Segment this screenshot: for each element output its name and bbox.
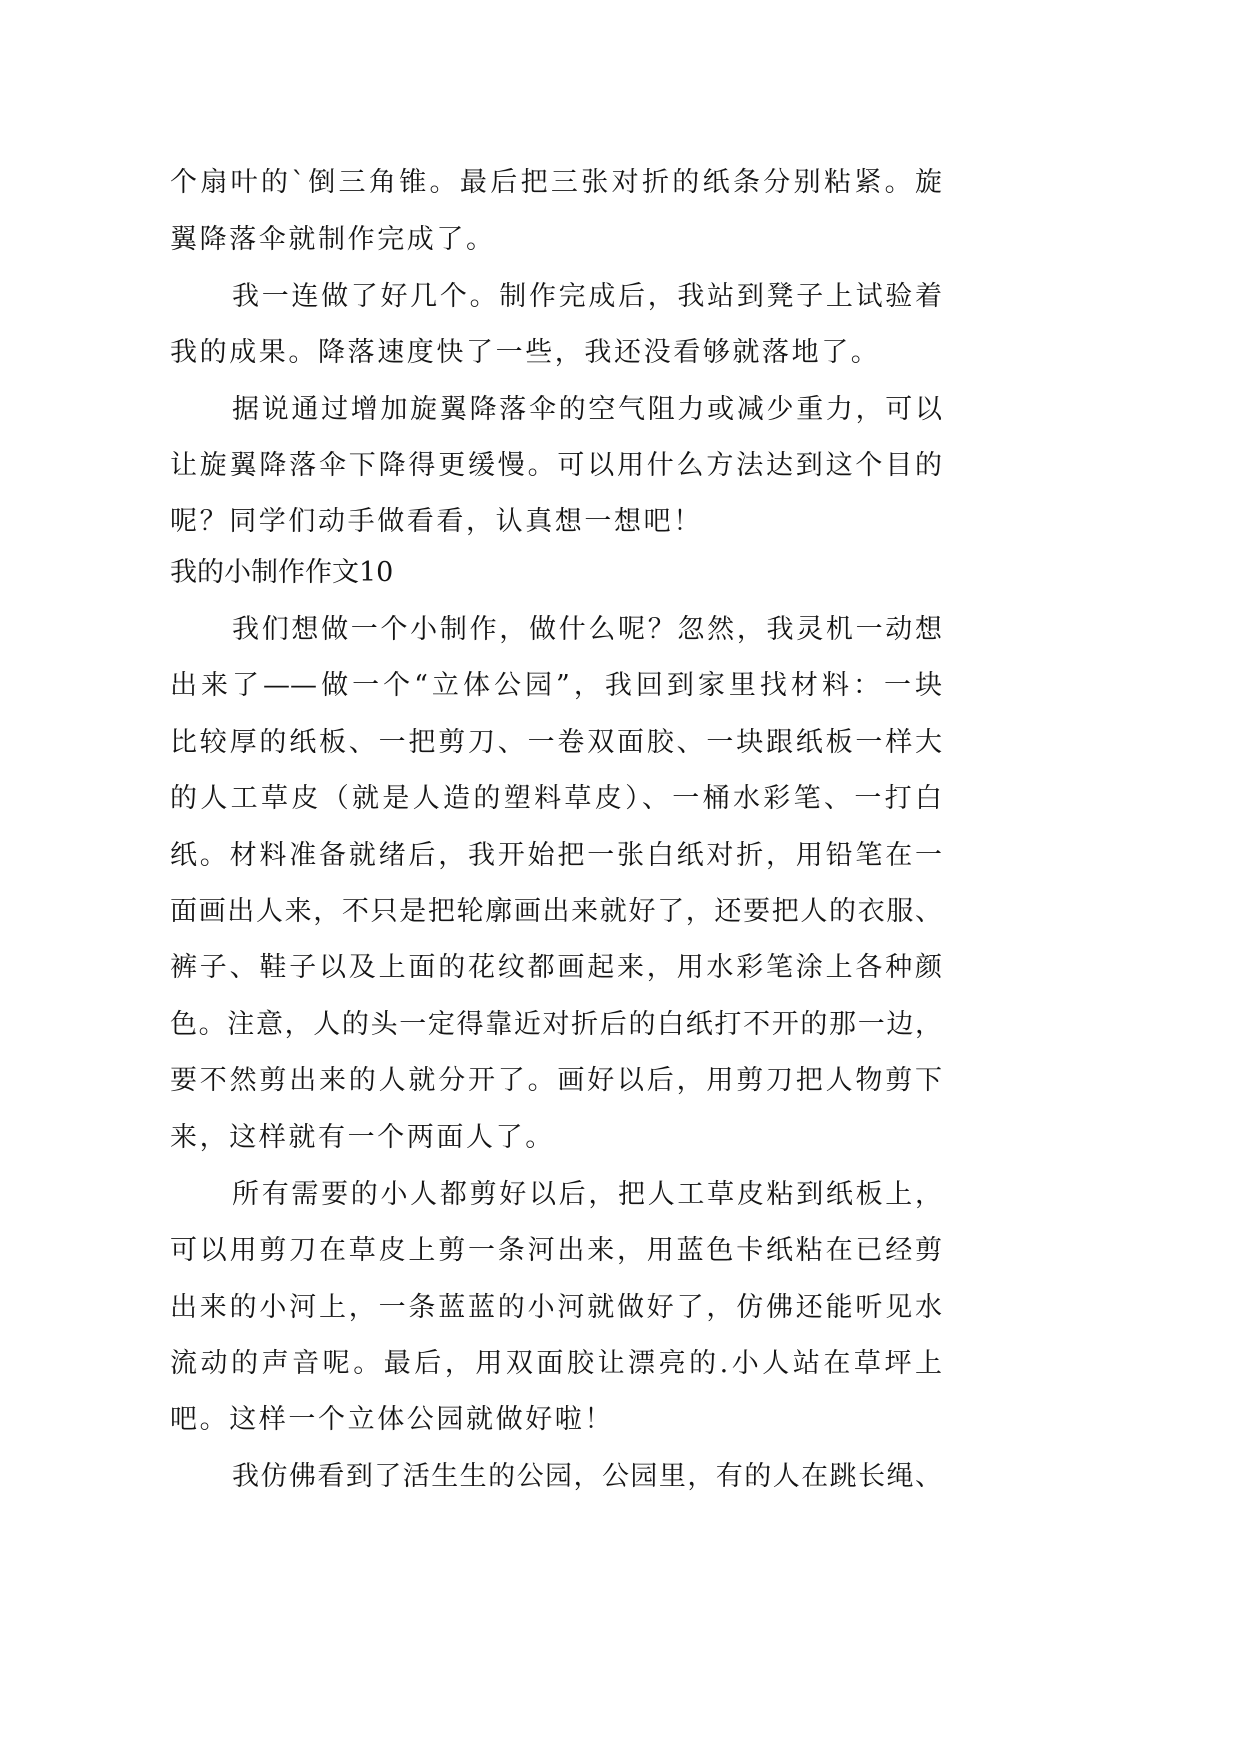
- paragraph-line: 要不然剪出来的人就分开了。画好以后，用剪刀把人物剪下: [170, 1065, 942, 1096]
- paragraph-line: 裤子、鞋子以及上面的花纹都画起来，用水彩笔涂上各种颜: [170, 952, 942, 983]
- paragraph-line: 比较厚的纸板、一把剪刀、一卷双面胶、一块跟纸板一样大: [170, 727, 942, 758]
- paragraph-line: 面画出人来，不只是把轮廓画出来就好了，还要把人的衣服、: [170, 896, 942, 927]
- paragraph-line: 出来的小河上，一条蓝蓝的小河就做好了，仿佛还能听见水: [170, 1292, 942, 1323]
- section-heading: 我的小制作作文10: [170, 557, 394, 588]
- paragraph-line: 的人工草皮（就是人造的塑料草皮）、一桶水彩笔、一打白: [170, 783, 942, 814]
- paragraph-line: 所有需要的小人都剪好以后，把人工草皮粘到纸板上，: [232, 1179, 942, 1210]
- paragraph-line: 色。注意，人的头一定得靠近对折后的白纸打不开的那一边，: [170, 1009, 942, 1040]
- paragraph-line: 据说通过增加旋翼降落伞的空气阻力或减少重力，可以: [232, 394, 942, 425]
- paragraph-line: 纸。材料准备就绪后，我开始把一张白纸对折，用铅笔在一: [170, 840, 942, 871]
- paragraph-line: 吧。这样一个立体公园就做好啦！: [170, 1404, 614, 1435]
- paragraph-line: 我的成果。降落速度快了一些，我还没看够就落地了。: [170, 337, 881, 368]
- paragraph-line: 可以用剪刀在草皮上剪一条河出来，用蓝色卡纸粘在已经剪: [170, 1235, 942, 1266]
- paragraph-line: 我仿佛看到了活生生的公园，公园里，有的人在跳长绳、: [232, 1461, 942, 1492]
- paragraph-line: 流动的声音呢。最后，用双面胶让漂亮的.小人站在草坪上: [170, 1348, 942, 1379]
- paragraph-line: 呢？同学们动手做看看，认真想一想吧！: [170, 506, 703, 537]
- paragraph-line: 翼降落伞就制作完成了。: [170, 224, 496, 255]
- paragraph-line: 让旋翼降落伞下降得更缓慢。可以用什么方法达到这个目的: [170, 450, 942, 481]
- paragraph-line: 我们想做一个小制作，做什么呢？忽然，我灵机一动想: [232, 614, 942, 645]
- paragraph-line: 来，这样就有一个两面人了。: [170, 1122, 555, 1153]
- paragraph-line: 出来了——做一个“立体公园”，我回到家里找材料：一块: [170, 670, 942, 701]
- paragraph-line: 个扇叶的`倒三角锥。最后把三张对折的纸条分别粘紧。旋: [170, 167, 942, 198]
- paragraph-line: 我一连做了好几个。制作完成后，我站到凳子上试验着: [232, 281, 942, 312]
